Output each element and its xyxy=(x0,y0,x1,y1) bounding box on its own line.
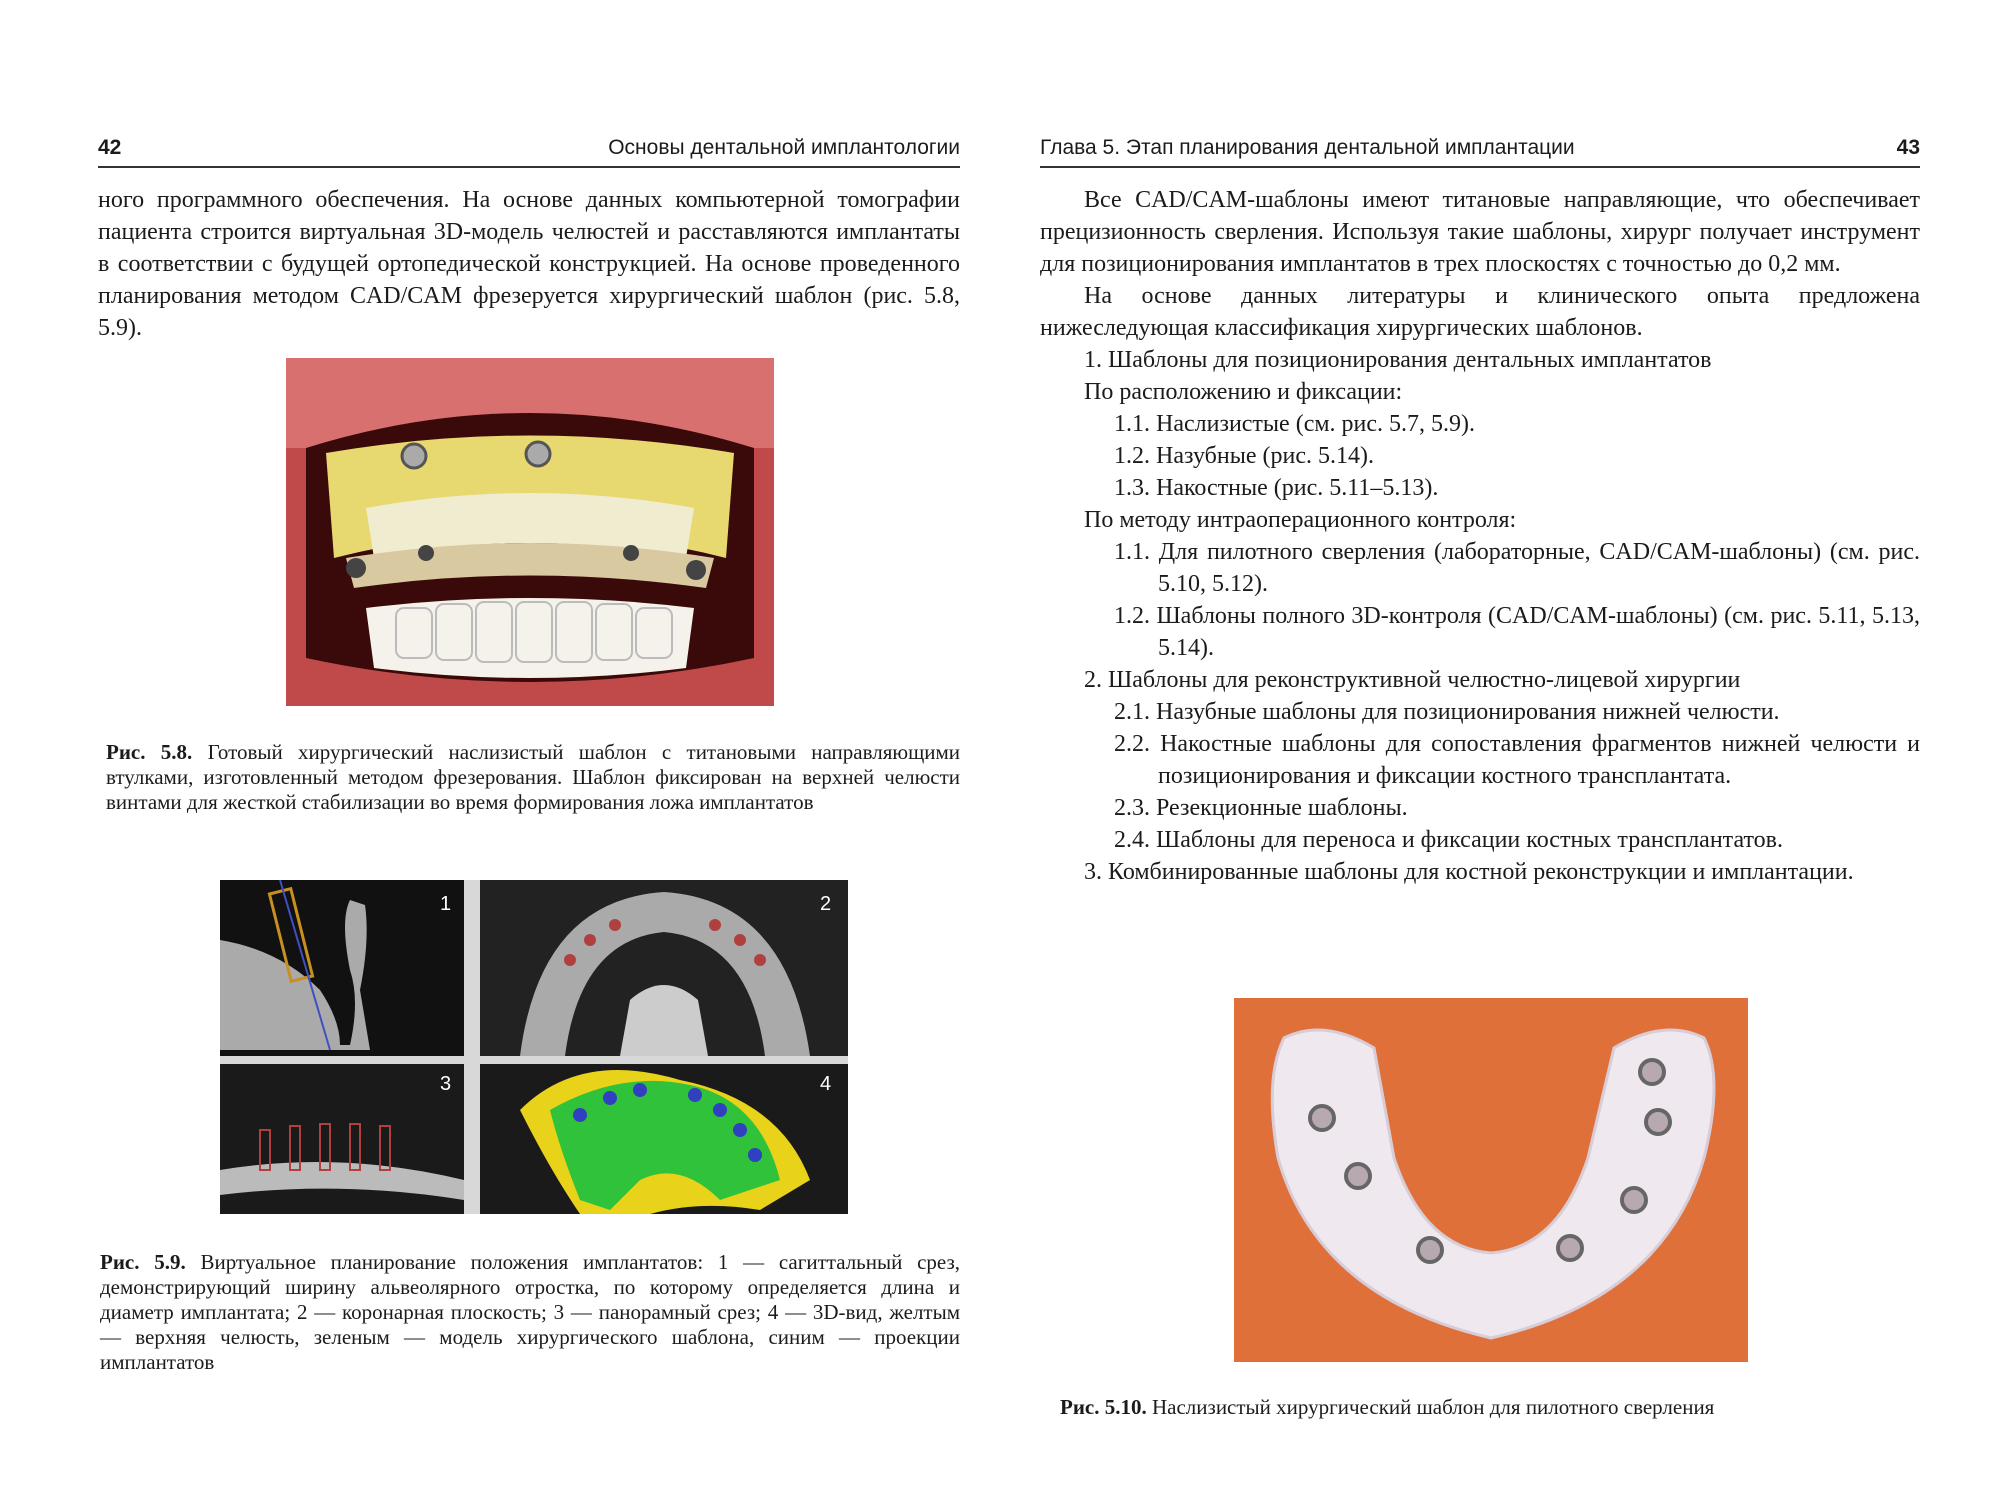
figure-5-10-photo xyxy=(1234,998,1748,1362)
right-paragraph-3: 3. Комбинированные шаблоны для костной реконструкции и имплантации. xyxy=(1084,859,1854,885)
figure-5-8-caption xyxy=(106,740,960,815)
right-page-number: 43 xyxy=(1896,136,1920,159)
list-item: По расположению и фиксации: xyxy=(1084,379,1403,405)
left-paragraph: ного программного обеспечения. На основе данных компьютерной томографии пациента строится виртуальная 3D-модель челюстей и расставляются имплантаты в соответствии с будущей ортопедической конструкцией. На основе проведенного планирования методом CAD/CAM фрезеруется хирургический шаблон (рис. 5.8, 5.9). xyxy=(98,187,960,341)
figure-5-8-caption-label: Рис. 5.8. xyxy=(106,740,193,764)
panel-3-label: 3 xyxy=(440,1073,452,1095)
panel-1-label: 1 xyxy=(440,893,452,915)
figure-5-10-caption-text: Наслизистый хирургический шаблон для пилотного сверления xyxy=(1152,1395,1715,1419)
panel-2-label: 2 xyxy=(820,893,832,915)
right-paragraph-1: Все CAD/CAM-шаблоны имеют титановые направляющие, что обеспечивает прецизионность сверления. Используя такие шаблоны, хирург получает инструмент для позиционирования имплантатов в трех плоскостях с точностью до 0,2 мм. xyxy=(1040,187,1920,277)
figure-5-9-caption-label: Рис. 5.9. xyxy=(100,1250,186,1274)
list-item: 2.4. Шаблоны для переноса и фиксации костных трансплантатов. xyxy=(1114,827,1783,853)
figure-5-8-photo xyxy=(286,358,774,706)
left-page-paragraph-block xyxy=(98,184,960,344)
panel-1-sagittal-slice xyxy=(220,880,464,1056)
panel-2-coronal-plane xyxy=(480,880,848,1056)
left-page-running-title: Основы дентальной имплантологии xyxy=(608,136,960,159)
list-item: 2.3. Резекционные шаблоны. xyxy=(1114,795,1408,821)
figure-5-8-caption-text: Готовый хирургический наслизистый шаблон с титановыми направляющими втулками, изготовленный методом фрезерования. Шаблон фиксирован на верхней челюсти винтами для жесткой стабилизации во время формирования ложа имплантатов xyxy=(106,740,960,814)
figure-5-9-image xyxy=(220,880,848,1214)
list-item: 2.1. Назубные шаблоны для позиционирования нижней челюсти. xyxy=(1114,699,1780,725)
left-page-header xyxy=(98,126,960,168)
figure-5-9-caption-text: Виртуальное планирование положения имплантатов: 1 — сагиттальный срез, демонстрирующий ширину альвеолярного отростка, по которому определяется длина и диаметр имплантата; 2 — коронарная плоскость; 3 — панорамный срез; 4 — 3D-вид, желтым — верхняя челюсть, зеленым — модель хирургического шаблона, синим — проекции имплантатов xyxy=(100,1250,961,1374)
right-page-running-title: Глава 5. Этап планирования дентальной имплантации xyxy=(1040,136,1575,159)
figure-5-9-caption xyxy=(100,1250,960,1375)
figure-5-10-caption xyxy=(1060,1395,1940,1420)
panel-4-3d-view xyxy=(480,1064,848,1214)
figure-5-10-caption-label: Рис. 5.10. xyxy=(1060,1395,1147,1419)
list-item: По методу интраоперационного контроля: xyxy=(1084,507,1517,533)
right-page-text-block xyxy=(1040,184,1920,888)
right-paragraph-2: На основе данных литературы и клинического опыта предложена нижеследующая классификация хирургических шаблонов. xyxy=(1040,283,1920,341)
list-item: 2.2. Накостные шаблоны для сопоставления фрагментов нижней челюсти и позиционирования и фиксации костного трансплантата. xyxy=(1114,731,1920,789)
list-item: 1.1. Для пилотного сверления (лабораторные, CAD/CAM-шаблоны) (см. рис. 5.10, 5.12). xyxy=(1114,539,1920,597)
left-page-number: 42 xyxy=(98,136,122,159)
list-item: 1. Шаблоны для позиционирования дентальных имплантатов xyxy=(1084,347,1712,373)
right-page-header xyxy=(1040,126,1920,168)
list-item: 1.3. Накостные (рис. 5.11–5.13). xyxy=(1114,475,1439,501)
list-item: 2. Шаблоны для реконструктивной челюстно-лицевой хирургии xyxy=(1084,667,1741,693)
list-item: 1.2. Шаблоны полного 3D-контроля (CAD/CAM-шаблоны) (см. рис. 5.11, 5.13, 5.14). xyxy=(1114,603,1920,661)
list-item: 1.1. Наслизистые (см. рис. 5.7, 5.9). xyxy=(1114,411,1476,437)
list-item: 1.2. Назубные (рис. 5.14). xyxy=(1114,443,1374,469)
right-page xyxy=(1000,0,2000,1494)
panel-3-panoramic-slice xyxy=(220,1064,464,1214)
panel-4-label: 4 xyxy=(820,1073,832,1095)
